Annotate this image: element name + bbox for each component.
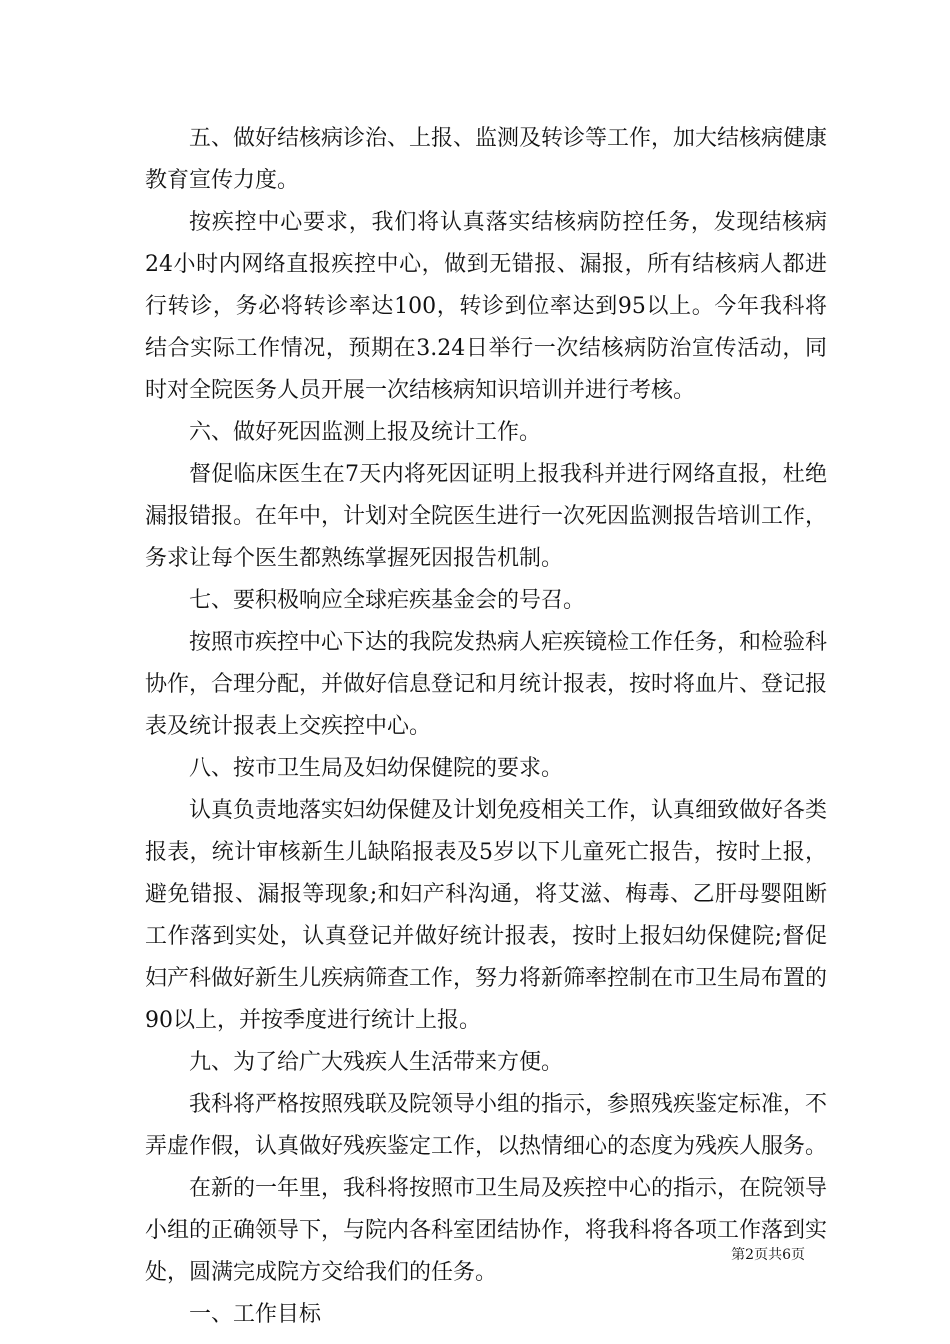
paragraph-malaria-tasks: 按照市疾控中心下达的我院发热病人疟疾镜检工作任务，和检验科协作，合理分配，并做好信息登记和月统计报表，按时将血片、登记报表及统计报表上交疾控中心。: [145, 630, 828, 739]
paragraph-section-8-heading: 八、按市卫生局及妇幼保健院的要求。: [189, 756, 564, 781]
paragraph-section-6-heading: 六、做好死因监测上报及统计工作。: [189, 420, 542, 445]
paragraph-maternal-child-health: 认真负责地落实妇幼保健及计划免疫相关工作，认真细致做好各类报表，统计审核新生儿缺陷报表及5岁以下儿童死亡报告，按时上报，避免错报、漏报等现象;和妇产科沟通，将艾滋、梅毒、乙肝母婴阻断工作落到实处，认真登记并做好统计报表，按时上报妇幼保健院;督促妇产科做好新生儿疾病筛查工作，努力将新筛率控制在市卫生局布置的90以上，并按季度进行统计上报。: [145, 798, 828, 1033]
paragraph-work-goals-heading: 一、工作目标: [189, 1302, 322, 1327]
paragraph-section-5-heading: 五、做好结核病诊治、上报、监测及转诊等工作，加大结核病健康教育宣传力度。: [145, 126, 828, 193]
paragraph-death-cause-reporting: 督促临床医生在7天内将死因证明上报我科并进行网络直报，杜绝漏报错报。在年中，计划对全院医生进行一次死因监测报告培训工作，务求让每个医生都熟练掌握死因报告机制。: [145, 462, 828, 571]
paragraph-section-9-heading: 九、为了给广大残疾人生活带来方便。: [189, 1050, 564, 1075]
paragraph-disability-assessment: 我科将严格按照残联及院领导小组的指示，参照残疾鉴定标准，不弄虚作假，认真做好残疾鉴定工作，以热情细心的态度为残疾人服务。: [145, 1092, 828, 1159]
paragraph-new-year-summary: 在新的一年里，我科将按照市卫生局及疾控中心的指示，在院领导小组的正确领导下，与院内各科室团结协作，将我科将各项工作落到实处，圆满完成院方交给我们的任务。: [145, 1176, 828, 1285]
document-body: [145, 118, 827, 1336]
paragraph-tuberculosis-tasks: 按疾控中心要求，我们将认真落实结核病防控任务，发现结核病24小时内网络直报疾控中心，做到无错报、漏报，所有结核病人都进行转诊，务必将转诊率达100，转诊到位率达到95以上。今年我科将结合实际工作情况，预期在3.24日举行一次结核病防治宣传活动，同时对全院医务人员开展一次结核病知识培训并进行考核。: [145, 210, 827, 403]
page-number-footer: 第2页共6页: [731, 1247, 805, 1263]
paragraph-section-7-heading: 七、要积极响应全球疟疾基金会的号召。: [189, 588, 586, 613]
